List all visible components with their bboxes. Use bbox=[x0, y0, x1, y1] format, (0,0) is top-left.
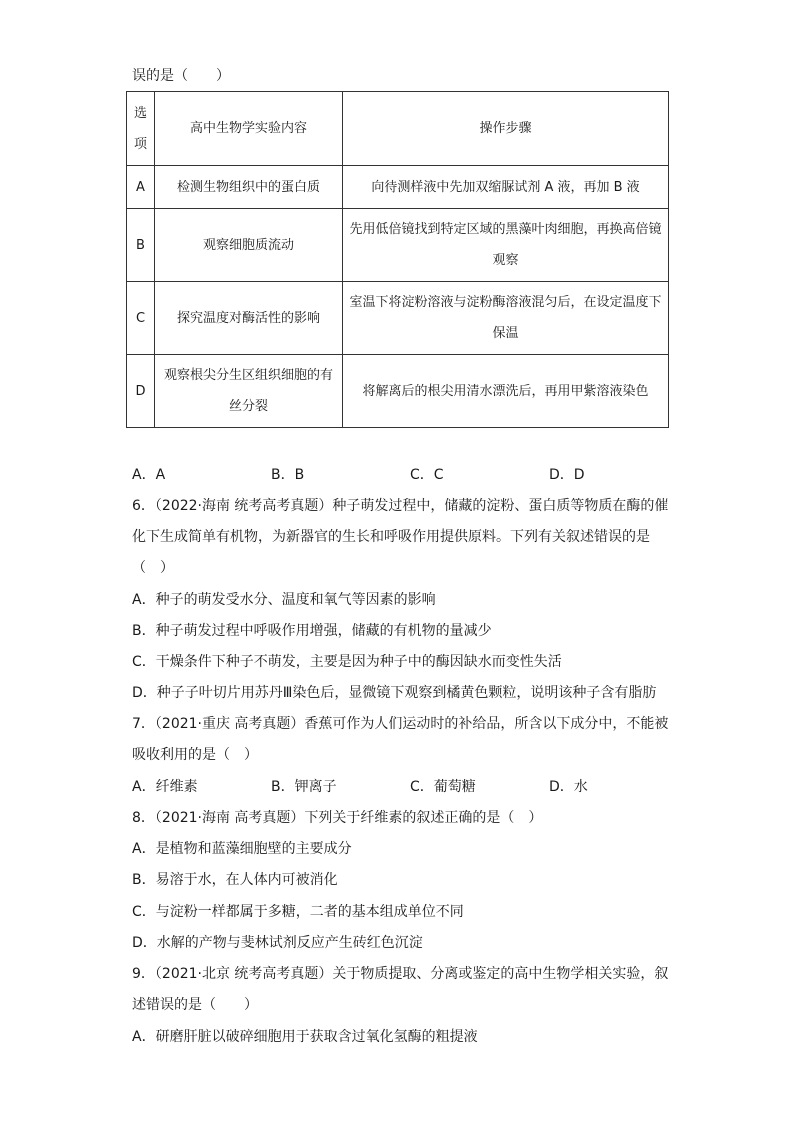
q6-stem: 6．（2022·海南 统考高考真题）种子萌发过程中，储藏的淀粉、蛋白质等物质在酶的催 bbox=[132, 498, 669, 514]
table-cell-steps: 将解离后的根尖用清水漂洗后，再用甲紫溶液染色 bbox=[343, 355, 669, 428]
q9-option: A．研磨肝脏以破碎细胞用于获取含过氧化氢酶的粗提液 bbox=[132, 1029, 478, 1045]
q5-lead-text: 误的是（ ） bbox=[132, 68, 230, 84]
q8-stem: 8．（2021·海南 高考真题）下列关于纤维素的叙述正确的是（ ） bbox=[132, 810, 543, 826]
q9-stem: 9．（2021·北京 统考高考真题）关于物质提取、分离或鉴定的高中生物学相关实验，叙 bbox=[132, 966, 669, 982]
table-cell-option: A bbox=[127, 166, 155, 209]
q6-stem: （ ） bbox=[132, 560, 174, 576]
table-cell-content: 观察根尖分生区组织细胞的有丝分裂 bbox=[155, 355, 343, 428]
table-cell-steps: 向待测样液中先加双缩脲试剂 A 液，再加 B 液 bbox=[343, 166, 669, 209]
table-cell-option: D bbox=[127, 355, 155, 428]
q7-choice: C．葡萄糖 bbox=[410, 779, 476, 795]
q5-choice: B．B bbox=[271, 467, 305, 483]
table-header-row bbox=[127, 92, 669, 166]
table-row bbox=[127, 282, 669, 355]
table-header-cell: 选项 bbox=[127, 92, 155, 166]
q5-choice: C．C bbox=[410, 467, 444, 483]
q8-option: C．与淀粉一样都属于多糖，二者的基本组成单位不同 bbox=[132, 904, 464, 920]
table-cell-steps: 先用低倍镜找到特定区域的黑藻叶肉细胞，再换高倍镜观察 bbox=[343, 209, 669, 282]
experiment-table bbox=[126, 91, 669, 428]
q6-option: D．种子子叶切片用苏丹Ⅲ染色后，显微镜下观察到橘黄色颗粒，说明该种子含有脂肪 bbox=[132, 685, 657, 701]
q7-choice: D．水 bbox=[549, 779, 588, 795]
table-cell-option: C bbox=[127, 282, 155, 355]
table-cell-content: 探究温度对酶活性的影响 bbox=[155, 282, 343, 355]
q8-option: D．水解的产物与斐林试剂反应产生砖红色沉淀 bbox=[132, 935, 423, 951]
q6-option: A．种子的萌发受水分、温度和氧气等因素的影响 bbox=[132, 592, 436, 608]
q9-stem: 述错误的是（ ） bbox=[132, 997, 258, 1013]
q5-choice: D．D bbox=[549, 467, 585, 483]
q6-option: B．种子萌发过程中呼吸作用增强，储藏的有机物的量减少 bbox=[132, 623, 492, 639]
q7-stem: 7．（2021·重庆 高考真题）香蕉可作为人们运动时的补给品，所含以下成分中，不能被 bbox=[132, 716, 669, 732]
table-cell-content: 观察细胞质流动 bbox=[155, 209, 343, 282]
table-row bbox=[127, 355, 669, 428]
table-row bbox=[127, 209, 669, 282]
q7-choice: B．钾离子 bbox=[271, 779, 337, 795]
q7-choice: A．纤维素 bbox=[132, 779, 198, 795]
table-header-cell: 操作步骤 bbox=[343, 92, 669, 166]
table-cell-option: B bbox=[127, 209, 155, 282]
q6-stem: 化下生成简单有机物，为新器官的生长和呼吸作用提供原料。下列有关叙述错误的是 bbox=[132, 529, 650, 545]
table-cell-content: 检测生物组织中的蛋白质 bbox=[155, 166, 343, 209]
table-row bbox=[127, 166, 669, 209]
table-cell-steps: 室温下将淀粉溶液与淀粉酶溶液混匀后，在设定温度下保温 bbox=[343, 282, 669, 355]
q8-option: A．是植物和蓝藻细胞壁的主要成分 bbox=[132, 841, 352, 857]
q8-option: B．易溶于水，在人体内可被消化 bbox=[132, 872, 338, 888]
q7-stem: 吸收利用的是（ ） bbox=[132, 747, 258, 763]
table-header-cell: 高中生物学实验内容 bbox=[155, 92, 343, 166]
q5-choice: A．A bbox=[132, 467, 166, 483]
q6-option: C．干燥条件下种子不萌发，主要是因为种子中的酶因缺水而变性失活 bbox=[132, 654, 562, 670]
